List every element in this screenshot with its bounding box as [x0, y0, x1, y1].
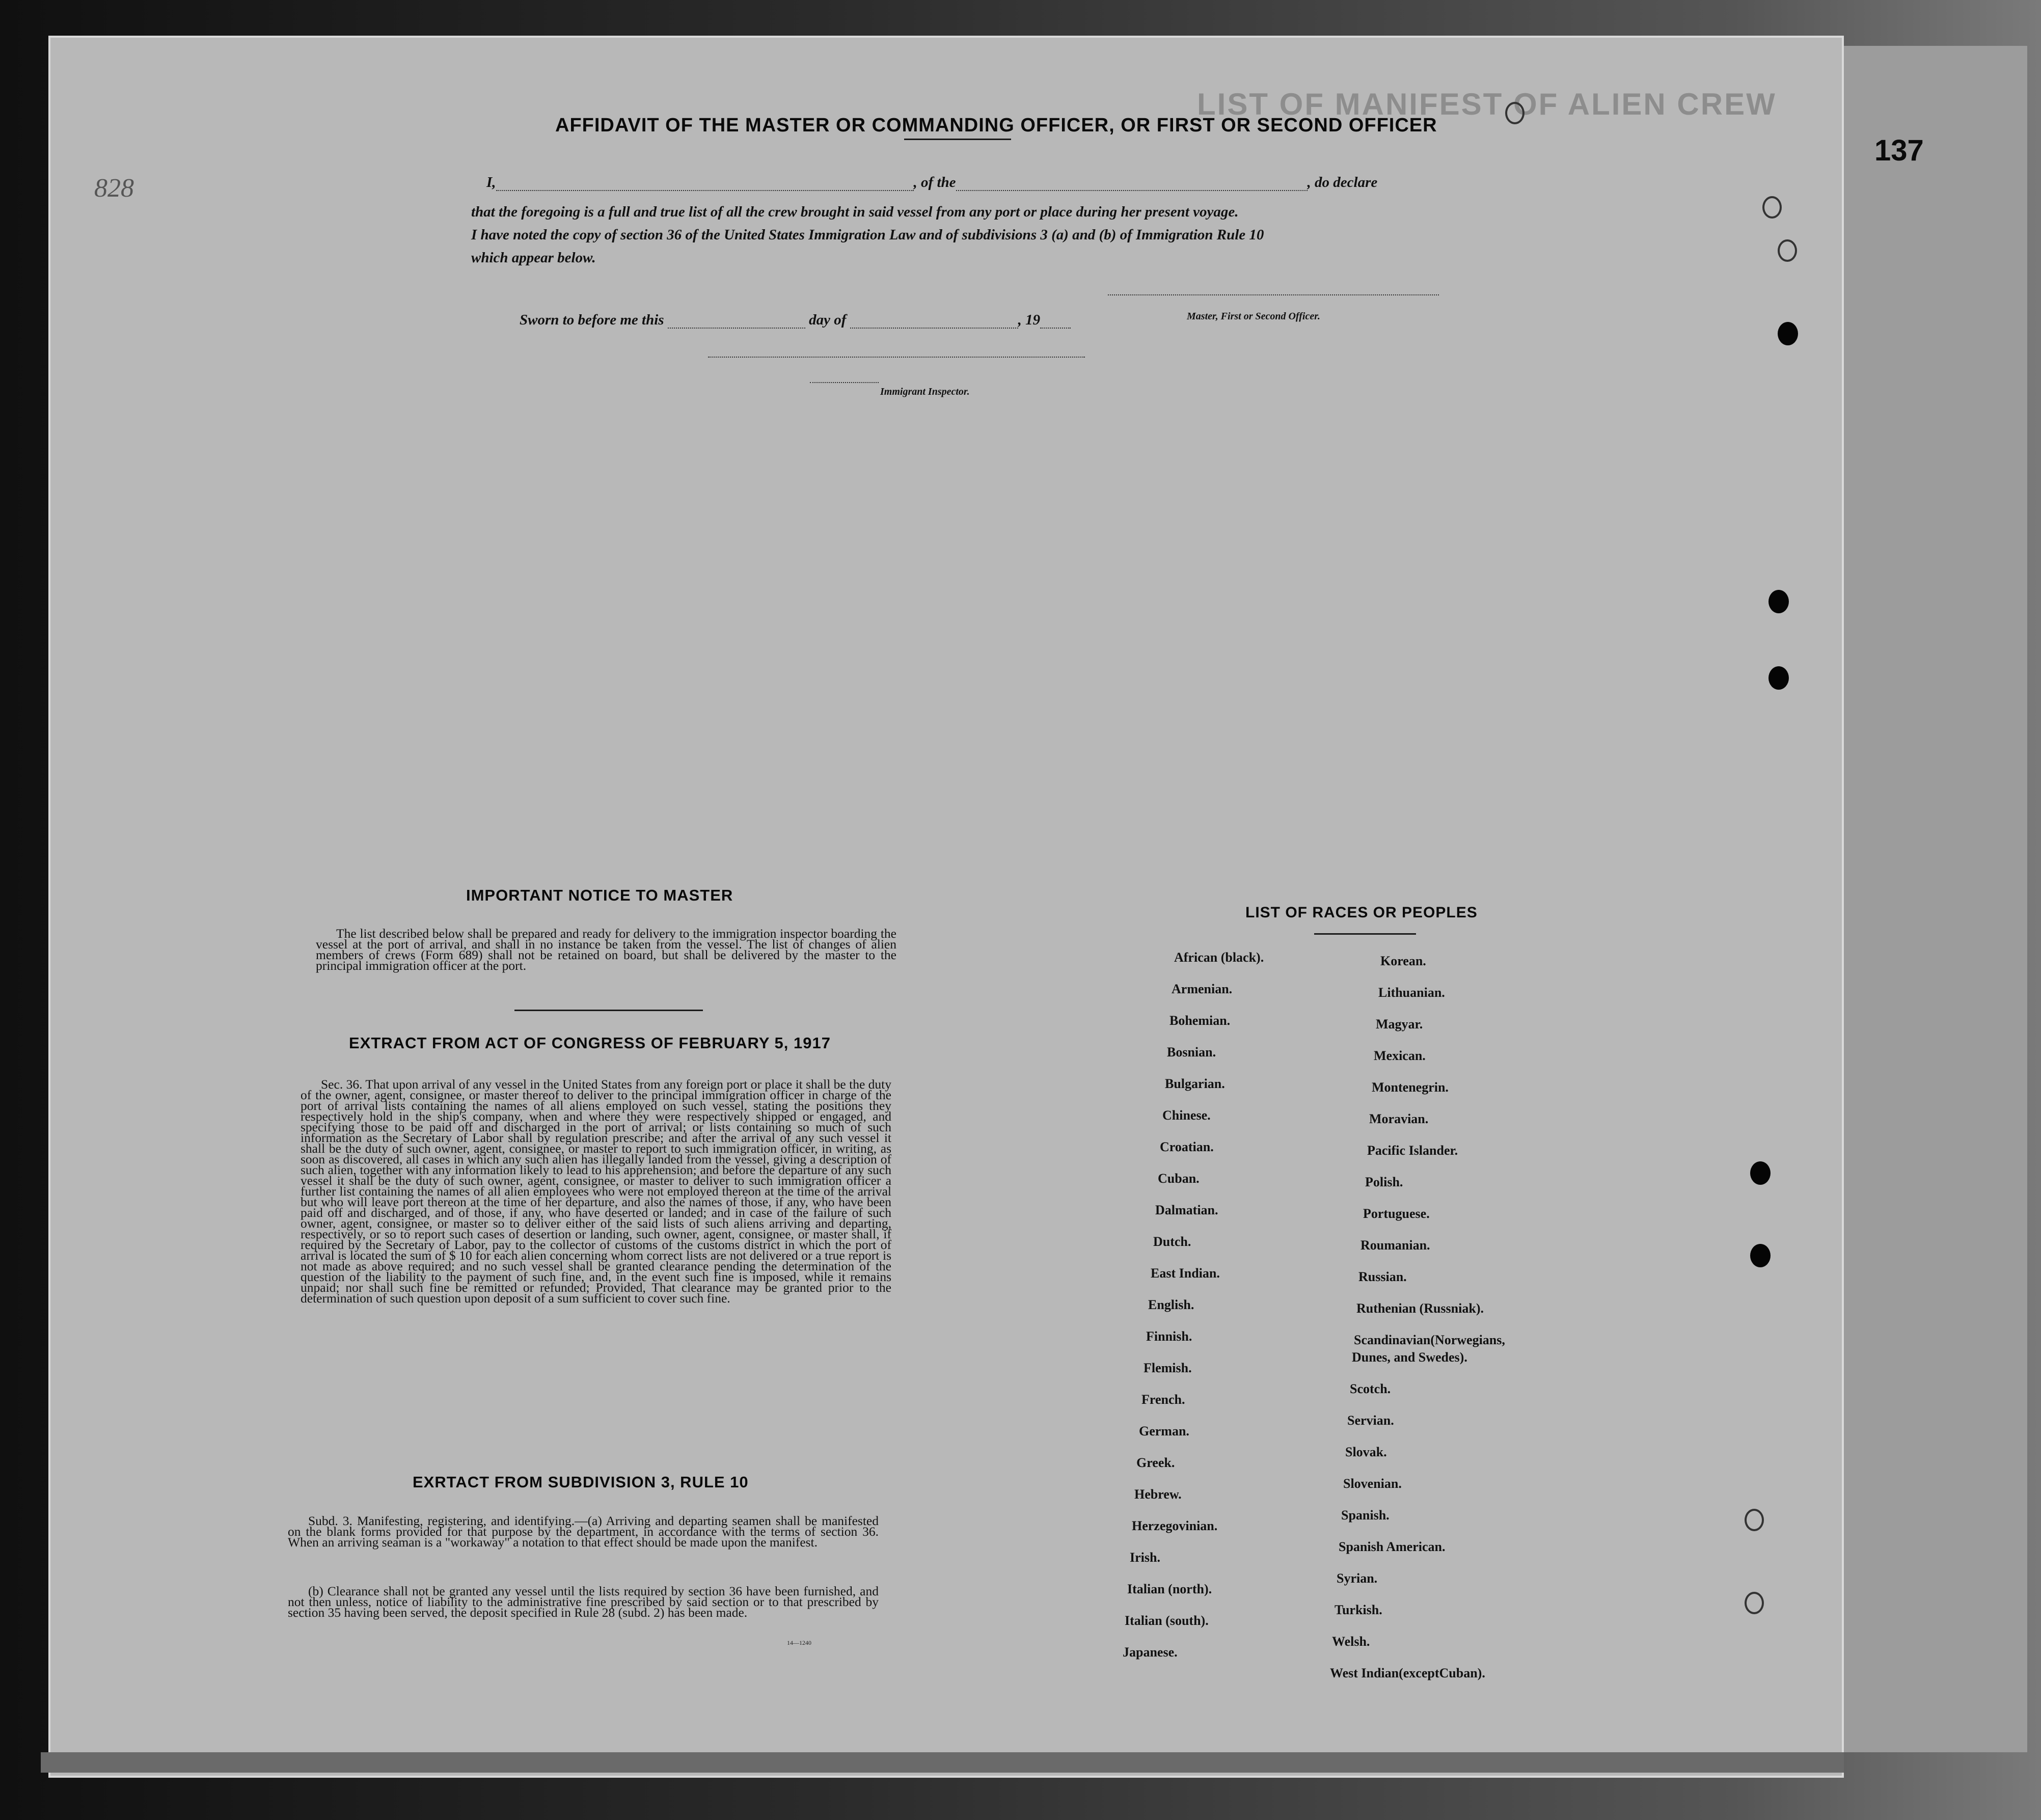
bleed-through-header: LIST OF MANIFEST OF ALIEN CREW: [1197, 87, 1777, 121]
race-item: Lithuanian.: [1378, 985, 1445, 1000]
race-item: Moravian.: [1369, 1111, 1429, 1126]
race-item: Montenegrin.: [1372, 1080, 1449, 1095]
sworn-prefix: Sworn to before me this: [520, 312, 664, 328]
punch-hole: [1745, 1592, 1764, 1614]
affidavit-title: AFFIDAVIT OF THE MASTER OR COMMANDING OFFICER, OR FIRST OR SECOND OFFICER: [555, 115, 1437, 136]
declarant-prefix: I,: [486, 174, 496, 191]
punch-hole: [1750, 1161, 1771, 1185]
race-item: Cuban.: [1158, 1171, 1200, 1186]
affidavit-line-4: which appear below.: [471, 250, 596, 266]
race-item: Scandinavian(Norwegians,: [1354, 1333, 1505, 1347]
race-item: Dalmatian.: [1155, 1203, 1218, 1217]
margin-note: 828: [94, 174, 134, 203]
race-item: Herzegovinian.: [1132, 1518, 1218, 1533]
affidavit-line-2: that the foregoing is a full and true list of all the crew brought in said vessel from any port or place during her present voyage.: [471, 204, 1239, 220]
punch-hole: [1750, 1244, 1771, 1267]
race-item: Bohemian.: [1169, 1013, 1231, 1028]
race-item: Polish.: [1365, 1175, 1403, 1189]
sworn-line: [520, 312, 1071, 329]
page-number: 137: [1874, 134, 1924, 167]
inspector-signature-field[interactable]: [708, 357, 1085, 358]
race-item: Bosnian.: [1167, 1045, 1216, 1060]
inspector-signature-short-field[interactable]: [810, 382, 879, 383]
race-item: Mexican.: [1374, 1048, 1426, 1063]
form-code: 14—1240: [787, 1639, 811, 1646]
race-item: Ruthenian (Russniak).: [1356, 1301, 1484, 1316]
race-item: Dunes, and Swedes).: [1352, 1350, 1467, 1365]
race-item: African (black).: [1174, 950, 1264, 965]
title-underline: [904, 139, 1011, 140]
race-item: Irish.: [1130, 1550, 1160, 1565]
declarant-name-field[interactable]: [496, 190, 914, 191]
punch-hole: [1762, 196, 1782, 219]
sworn-day-label: day of: [809, 312, 847, 328]
race-item: Chinese.: [1162, 1108, 1211, 1123]
inspector-signature-label: Immigrant Inspector.: [880, 386, 970, 397]
act-extract-heading: EXTRACT FROM ACT OF CONGRESS OF FEBRUARY 5, 1917: [349, 1034, 831, 1052]
race-item: Greek.: [1136, 1455, 1175, 1470]
races-title-underline: [1314, 933, 1416, 935]
race-item: Russian.: [1358, 1269, 1407, 1284]
act-extract-text: Sec. 36. That upon arrival of any vessel in the United States from any foreign port or place it shall be the duty of the owner, agent, consignee, or master thereof to deliver to the principal immigration officer in charge of the port of arrival lists containing the names of all aliens employed on such vessel, stating the positions they respectively hold in the ship's company, when and where they were respectively shipped or engaged, and specifying those to be paid off and discharged in the port of arrival; or lists containing so much of such information as the Secretary of Labor shall by regulation prescribe; and after the arrival of any such vessel it shall be the duty of such owner, agent, consignee, or master to report to such immigration officer, in writing, as soon as discovered, all cases in which any such alien has illegally landed from the vessel, giving a description of such alien, together with any information likely to lead to his apprehension; and before the departure of any such vessel it shall be the duty of such owner, agent, consignee, or master to deliver to such immigration officer a further list containing the names of all alien employees who were not employed thereon at the time of the arrival but who will leave port thereon at the time of her departure, and also the names of those, if any, who have been paid off and discharged, and of those, if any, who have deserted or landed; and in case of the failure of such owner, agent, consignee, or master so to deliver either of the said lists of such aliens arriving and departing, respectively, or so to report such cases of desertion or landing, such owner, agent, consignee, or master shall, if required by the Secretary of Labor, pay to the collector of customs of the customs district in which the port of arrival is located the sum of $ 10 for each alien concerning whom correct lists are not delivered or a true report is not made as above required; and no such vessel shall be granted clearance pending the determination of the question of the liability to the payment of such fine, and, in the event such fine is imposed, while it remains unpaid; nor shall such fine be remitted or refunded; Provided, That clearance may be granted prior to the determination of such question upon deposit of a sum sufficient to cover such fine.: [301, 1077, 891, 1306]
affidavit-line-3: I have noted the copy of section 36 of the United States Immigration Law and of subdivisions 3 (a) and (b) of Immigration Rule 10: [471, 227, 1264, 243]
race-item: Spanish American.: [1339, 1539, 1446, 1554]
notice-text: The list described below shall be prepared and ready for delivery to the immigration inspector boarding the vessel at the port of arrival, and shall in no instance be taken from the vessel. The list of changes of alien members of crews (Form 689) shall not be retained on board, but shall be delivered by the master to the principal immigration officer at the port.: [316, 926, 896, 973]
race-item: Italian (north).: [1127, 1582, 1212, 1596]
race-item: Portuguese.: [1363, 1206, 1430, 1221]
race-item: West Indian(exceptCuban).: [1330, 1666, 1485, 1680]
race-item: Croatian.: [1160, 1139, 1214, 1154]
punch-hole: [1745, 1509, 1764, 1531]
race-item: Italian (south).: [1125, 1613, 1209, 1628]
race-item: Korean.: [1380, 954, 1426, 968]
race-item: Slovak.: [1345, 1445, 1387, 1459]
vessel-prefix: , of the: [913, 174, 956, 191]
race-item: Turkish.: [1335, 1602, 1382, 1617]
sworn-year-field[interactable]: [1040, 328, 1071, 329]
race-item: Welsh.: [1332, 1634, 1370, 1649]
race-item: Syrian.: [1337, 1571, 1378, 1586]
sworn-month-field[interactable]: [850, 328, 1018, 329]
rule-extract-text-a: Subd. 3. Manifesting, registering, and identifying.—(a) Arriving and departing seamen shall be manifested on the blank forms provided for that purpose by the department, in accordance with the terms of section 36. When an arriving seaman is a "workaway" a notation to that effect should be made upon the manifest.: [288, 1513, 879, 1550]
races-title: LIST OF RACES OR PEOPLES: [1245, 904, 1478, 921]
race-item: Hebrew.: [1134, 1487, 1182, 1502]
race-item: Scotch.: [1350, 1381, 1391, 1396]
race-item: Magyar.: [1376, 1017, 1423, 1031]
race-item: Spanish.: [1341, 1508, 1390, 1523]
race-item: Finnish.: [1146, 1329, 1192, 1344]
race-item: East Indian.: [1151, 1266, 1220, 1281]
sworn-day-field[interactable]: [668, 328, 805, 329]
race-item: Armenian.: [1172, 982, 1233, 996]
race-item: Slovenian.: [1343, 1476, 1402, 1491]
master-signature-field[interactable]: [1108, 294, 1439, 295]
race-item: Roumanian.: [1360, 1238, 1430, 1253]
vessel-name-field[interactable]: [956, 190, 1308, 191]
race-item: Bulgarian.: [1165, 1076, 1225, 1091]
race-item: Dutch.: [1153, 1234, 1191, 1249]
affidavit-line-1: [486, 174, 1377, 191]
punch-hole: [1505, 102, 1525, 124]
master-signature-label: Master, First or Second Officer.: [1187, 311, 1320, 322]
sheet-edge: [41, 1752, 1844, 1773]
race-item: German.: [1139, 1424, 1189, 1438]
punch-hole: [1778, 322, 1798, 345]
rule-extract-text-b: (b) Clearance shall not be granted any vessel until the lists required by section 36 have been furnished, and not then unless, notice of liability to the administrative fine prescribed by said section or to that prescribed by section 35 having been served, the deposit specified in Rule 28 (subd. 2) has been made.: [288, 1584, 879, 1620]
race-item: French.: [1141, 1392, 1185, 1407]
notice-divider: [514, 1010, 703, 1011]
race-item: English.: [1148, 1297, 1194, 1312]
race-item: Pacific Islander.: [1367, 1143, 1458, 1158]
race-item: Flemish.: [1144, 1361, 1192, 1375]
race-item: Japanese.: [1123, 1645, 1178, 1660]
sworn-year-label: , 19: [1018, 312, 1041, 328]
punch-hole: [1768, 666, 1789, 690]
punch-hole: [1778, 239, 1797, 262]
race-item: Servian.: [1347, 1413, 1394, 1428]
notice-heading: IMPORTANT NOTICE TO MASTER: [466, 886, 733, 904]
punch-hole: [1768, 590, 1789, 613]
declare-suffix: , do declare: [1307, 174, 1378, 191]
rule-extract-heading: EXRTACT FROM SUBDIVISION 3, RULE 10: [413, 1473, 749, 1491]
